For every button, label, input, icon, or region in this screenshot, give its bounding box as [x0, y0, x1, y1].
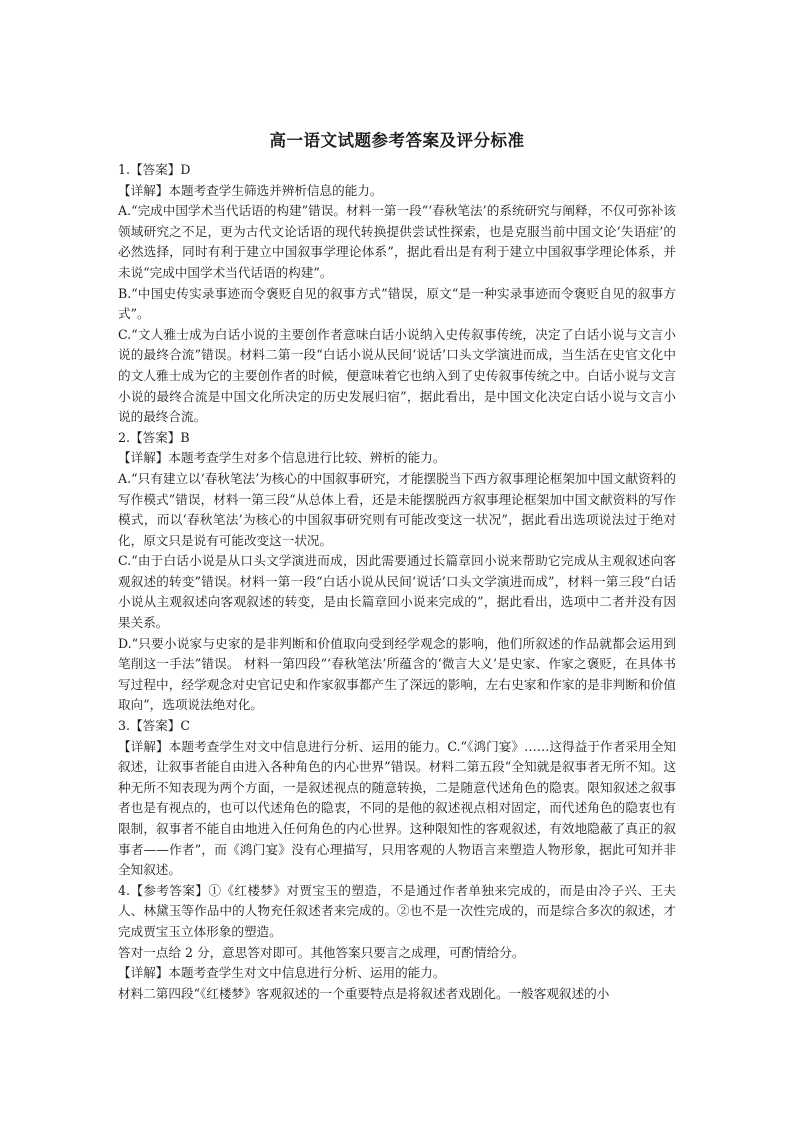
page-title: 高一语文试题参考答案及评分标准 — [269, 131, 525, 150]
q1-option-a: A.“完成中国学术当代话语的构建”错误。材料一第一段“‘春秋笔法’的系统研究与阐释，不仅可弥补该领域研究之不足，更为古代文论话语的现代转换提供尝试性探索，也是克服当前中国文论‘失语症’的必然选择，同时有利于建立中国叙事学理论体系”，据此看出是有利于建立中国叙事学理论体系，并未说“完成中国学术当代话语的构建”。 — [118, 203, 676, 280]
q1-option-b: B.“中国史传实录事迹而令褒贬自见的叙事方式”错误，原文“是一种实录事迹而令褒贬自见的叙事方式”。 — [118, 285, 676, 322]
q2-option-d: D.“只要小说家与史家的是非判断和价值取向受到经学观念的影响，他们所叙述的作品就都会运用到笔削这一手法”错误。 材料一第四段“‘春秋笔法’所蕴含的‘微言大义’是史家、作家之褒贬，在具体书写过程中，经学观念对史官记史和作家叙事都产生了深远的影响，左右史家和作家的是非判断和价值取向”，选项说法绝对化。 — [118, 635, 676, 713]
q2-option-c: C.“由于白话小说是从口头文学演进而成，因此需要通过长篇章回小说来帮助它完成从主观叙述向客观叙述的转变”错误。材料一第一段“白话小说从民间‘说话’口头文学演进而成”，材料一第三段“白话小说从主观叙述向客观叙述的转变，是由长篇章回小说来完成的”，据此看出，选项中二者并没有因果关系。 — [118, 553, 676, 631]
q4-scoring-note: 答对一点给 2 分，意思答对即可。其他答案只要言之成理，可酌情给分。 — [118, 944, 525, 960]
q4-explanation-text: 材料二第四段“《红楼梦》客观叙述的一个重要特点是将叙述者戏剧化。一般客观叙述的小 — [118, 985, 610, 1001]
q1-option-c: C.“文人雅士成为白话小说的主要创作者意味白话小说纳入史传叙事传统，决定了白话小说与文言小说的最终合流”错误。材料二第一段“白话小说从民间‘说话’口头文学演进而成，当生活在史官文化中的文人雅士成为它的主要创作者的时候，便意味着它也纳入到了史传叙事传统之中。白话小说与文言小说的最终合流是中国文化所决定的历史发展归宿”，据此看出，是中国文化决定白话小说与文言小说的最终合流。 — [118, 326, 676, 425]
answer-content — [118, 160, 676, 1004]
q4-explanation-intro: 【详解】本题考查学生对文中信息进行分析、运用的能力。 — [118, 965, 446, 981]
document-page — [118, 128, 676, 1004]
q4-reference-answer: 4.【参考答案】①《红楼梦》对贾宝玉的塑造，不是通过作者单独来完成的，而是由冷子兴、王夫人、林黛玉等作品中的人物充任叙述者来完成的。②也不是一次性完成的，而是综合多次的叙述，才完成贾宝玉立体形象的塑造。 — [118, 882, 676, 939]
q2-answer: 2.【答案】B — [118, 429, 190, 445]
q3-answer: 3.【答案】C — [118, 718, 191, 734]
q3-explanation: 【详解】本题考查学生对文中信息进行分析、运用的能力。C.“《鸿门宴》……这得益于作者采用全知叙述，让叙事者能自由进入各种角色的内心世界”错误。材料二第五段“全知就是叙事者无所不知。这种无所不知表现为两个方面，一是叙述视点的随意转换，二是随意代述角色的隐衷。限知叙述之叙事者也是有视点的，也可以代述角色的隐衷，不同的是他的叙述视点相对固定，而代述角色的隐衷也有限制，叙事者不能自由地进入任何角色的内心世界。这种限知性的客观叙述，有效地隐蔽了真正的叙事者——作者”，而《鸿门宴》没有心理描写，只用客观的人物语言来塑造人物形象，据此可知并非全知叙述。 — [118, 738, 676, 878]
q1-explanation-intro: 【详解】本题考查学生筛选并辨析信息的能力。 — [118, 182, 383, 198]
q1-answer: 1.【答案】D — [118, 162, 191, 177]
q2-option-a: A.“只有建立以‘春秋笔法’为核心的中国叙事研究，才能摆脱当下西方叙事理论框架加中国文献资料的写作模式”错误，材料一第三段“从总体上看，还是未能摆脱西方叙事理论框架加中国文献资料的写作模式，而以‘春秋笔法’为核心的中国叙事研究则有可能改变这一状况”，据此看出选项说法过于绝对化，原文只是说有可能改变这一状况。 — [118, 470, 676, 548]
q2-explanation-intro: 【详解】本题考查学生对多个信息进行比较、辨析的能力。 — [118, 450, 446, 466]
